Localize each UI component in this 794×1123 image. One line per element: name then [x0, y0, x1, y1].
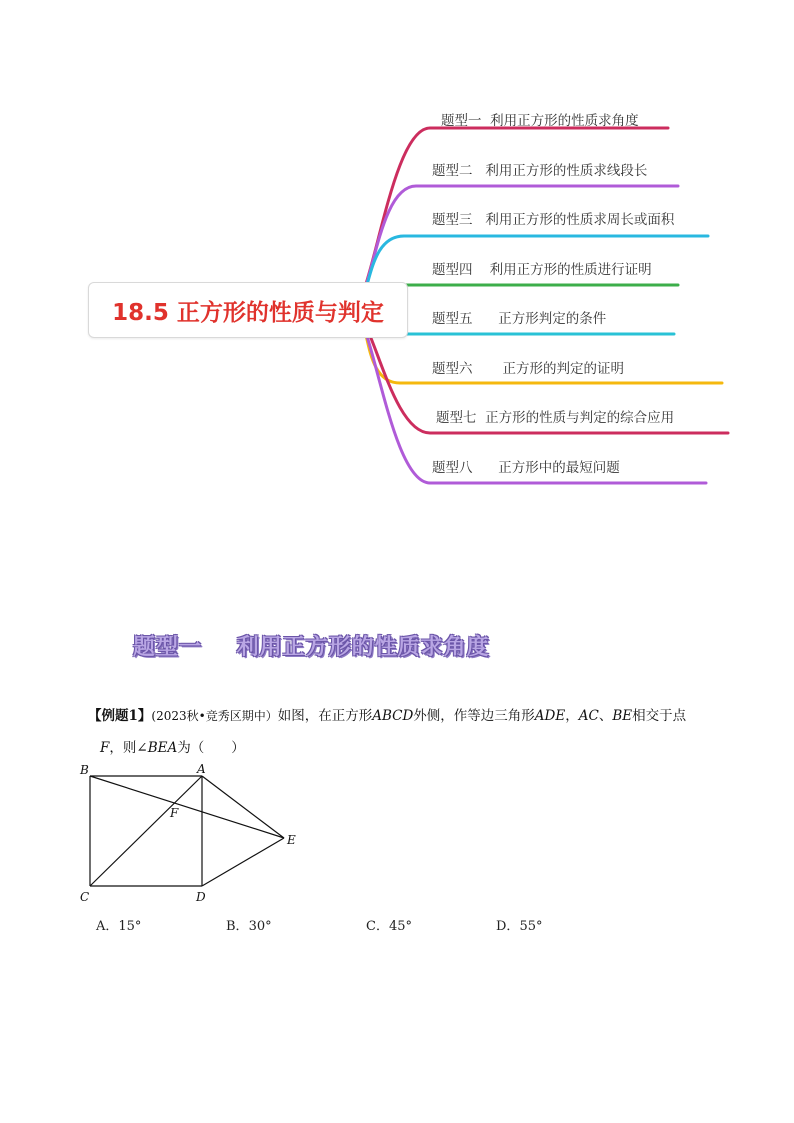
point-label-d: D: [196, 890, 206, 904]
problem-line-1: [88, 700, 728, 732]
option-value: 30°: [248, 919, 272, 934]
option-letter: D．: [496, 919, 520, 934]
branch-label-7: 题型七 正方形的性质与判定的综合应用: [436, 410, 675, 426]
branch-label-4: 题型四 利用正方形的性质进行证明: [432, 262, 652, 278]
point-label-b: B: [80, 763, 89, 777]
problem-text-1: 如图，在正方形: [277, 708, 373, 724]
mindmap: [0, 0, 794, 520]
option-value: 15°: [118, 919, 142, 934]
label-f: F: [100, 740, 110, 756]
branch-label-6: 题型六 正方形的判定的证明: [432, 361, 625, 377]
problem-text-6: ，则∠: [109, 740, 148, 756]
problem-text-3: ，: [565, 708, 579, 724]
segment-be: [90, 776, 284, 838]
point-label-f: F: [170, 806, 179, 820]
problem-text-4: 、: [598, 708, 613, 724]
mindmap-root-node: [88, 282, 408, 338]
label-be: BE: [612, 708, 633, 724]
example-problem: [88, 700, 728, 764]
problem-text-5: 相交于点: [632, 708, 687, 724]
answer-options: [96, 915, 596, 935]
mindmap-branch-lines: [352, 128, 728, 483]
edge-ae: [202, 776, 284, 838]
section-heading: 题型一 利用正方形的性质求角度: [133, 634, 490, 660]
branch-label-2: 题型二 利用正方形的性质求线段长: [432, 163, 648, 179]
option-letter: B．: [226, 919, 249, 934]
point-label-a: A: [197, 762, 206, 776]
option-letter: C．: [366, 919, 389, 934]
option-c[interactable]: [366, 915, 412, 934]
branch-label-3: 题型三 利用正方形的性质求周长或面积: [432, 212, 675, 228]
option-letter: A．: [96, 919, 119, 934]
branch-label-5: 题型五 正方形判定的条件: [432, 311, 607, 327]
problem-text-7: 为（ ）: [177, 740, 245, 756]
problem-tag: 【例题1】: [88, 708, 152, 724]
label-ade: ADE: [534, 708, 566, 724]
problem-text-2: 外侧，作等边三角形: [413, 708, 535, 724]
edge-de: [202, 838, 284, 886]
point-label-c: C: [80, 890, 90, 904]
geometry-figure: [72, 758, 312, 908]
branch-label-1: 题型一 利用正方形的性质求角度: [441, 113, 639, 129]
point-label-e: E: [287, 833, 296, 847]
option-value: 45°: [388, 919, 412, 934]
mindmap-root-title: 18.5 正方形的性质与判定: [112, 299, 384, 326]
branch-label-8: 题型八 正方形中的最短问题: [432, 460, 620, 476]
label-abcd: ABCD: [372, 708, 414, 724]
option-d[interactable]: [496, 915, 542, 934]
option-a[interactable]: [96, 915, 141, 934]
label-bea: BEA: [147, 740, 178, 756]
option-b[interactable]: [226, 915, 272, 934]
problem-source: (2023秋•竞秀区期中）: [151, 709, 278, 723]
label-ac: AC: [578, 708, 599, 724]
diagonal-ac: [90, 776, 202, 886]
option-value: 55°: [519, 919, 543, 934]
